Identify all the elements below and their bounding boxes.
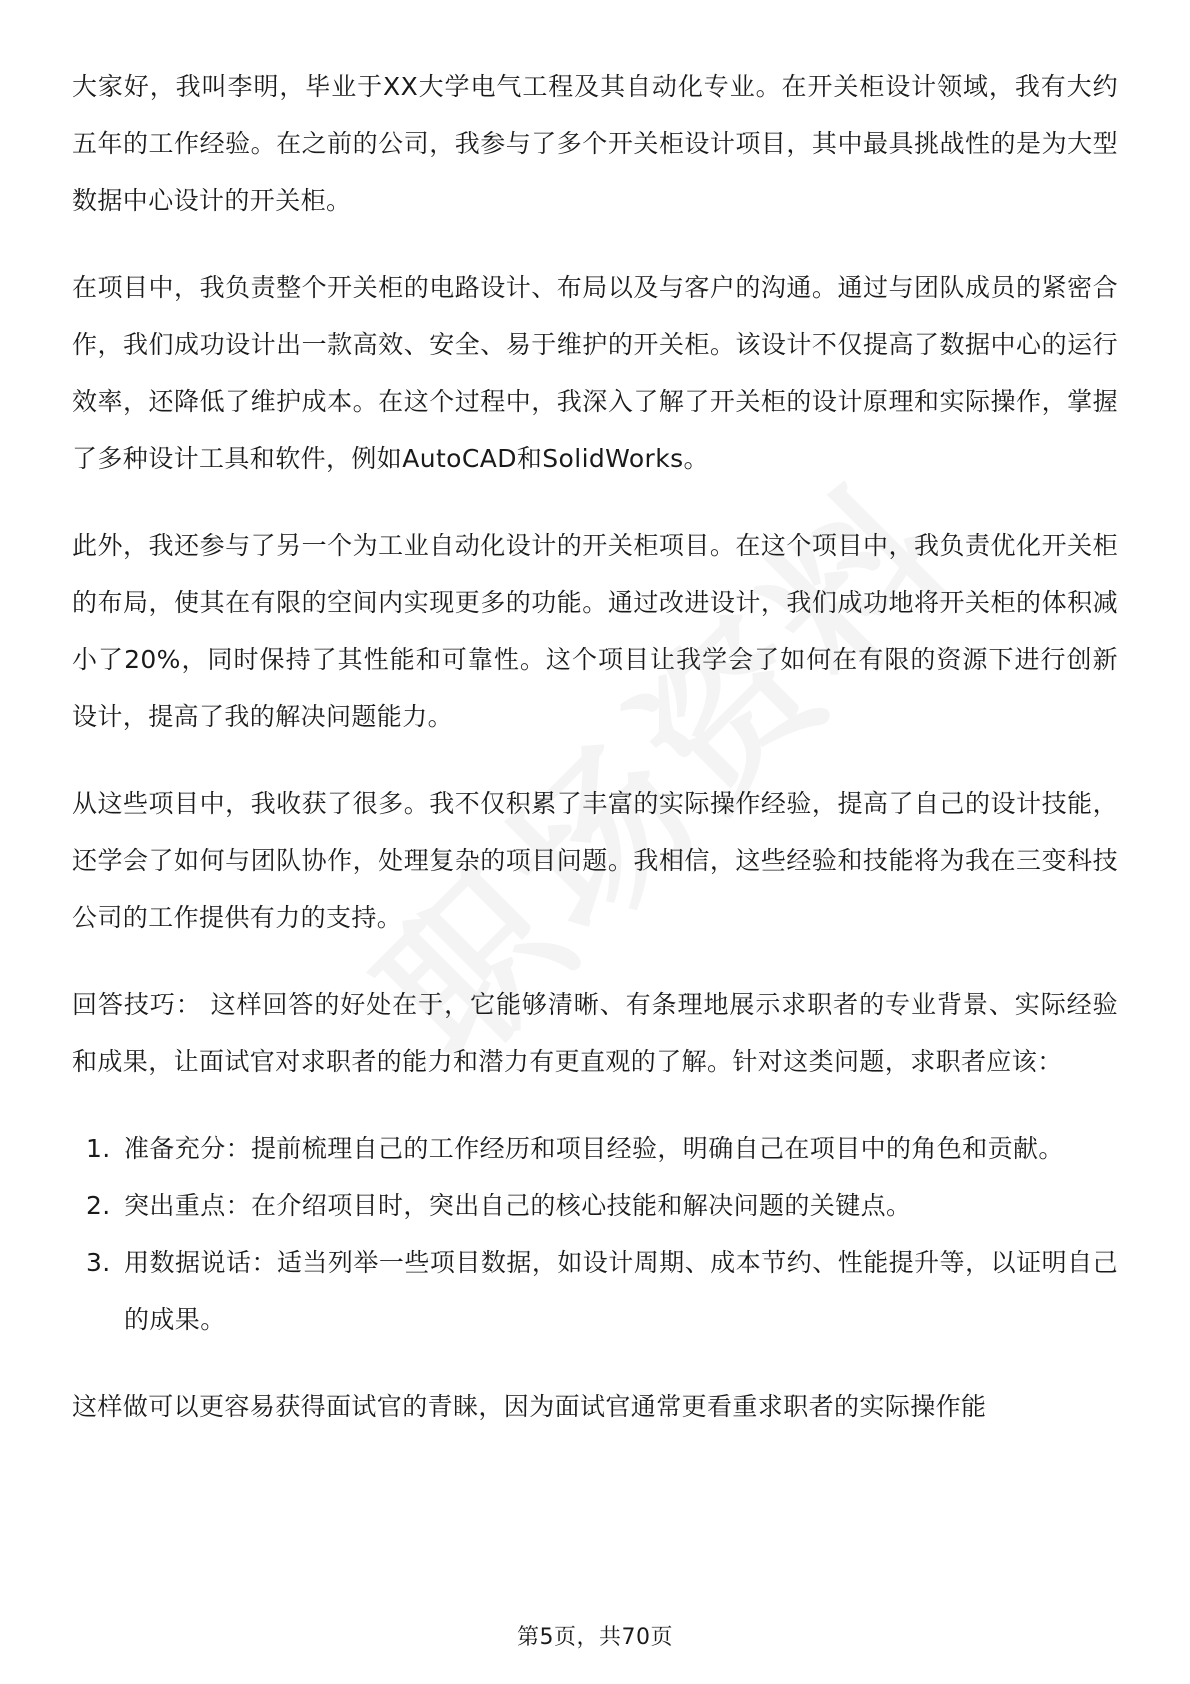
- list-item: [72, 1177, 1118, 1234]
- paragraph-project-one: 在项目中，我负责整个开关柜的电路设计、布局以及与客户的沟通。通过与团队成员的紧密合作，我们成功设计出一款高效、安全、易于维护的开关柜。该设计不仅提高了数据中心的运行效率，还降低了维护成本。在这个过程中，我深入了解了开关柜的设计原理和实际操作，掌握了多种设计工具和软件，例如AutoCAD和SolidWorks。: [72, 273, 1118, 473]
- list-item-number: 3.: [86, 1248, 111, 1277]
- paragraph-takeaways: 从这些项目中，我收获了很多。我不仅积累了丰富的实际操作经验，提高了自己的设计技能，还学会了如何与团队协作，处理复杂的项目问题。我相信，这些经验和技能将为我在三变科技公司的工作提供有力的支持。: [72, 789, 1118, 932]
- list-item: [72, 1120, 1118, 1177]
- page-number: 第5页，共70页: [517, 1625, 673, 1650]
- list-item-text: 用数据说话：适当列举一些项目数据，如设计周期、成本节约、性能提升等，以证明自己的成果。: [124, 1248, 1118, 1334]
- document-body: [72, 58, 1118, 1465]
- list-item: [72, 1234, 1118, 1348]
- tips-list: [72, 1120, 1118, 1348]
- paragraph-intro: 大家好，我叫李明，毕业于XX大学电气工程及其自动化专业。在开关柜设计领域，我有大约五年的工作经验。在之前的公司，我参与了多个开关柜设计项目，其中最具挑战性的是为大型数据中心设计的开关柜。: [72, 72, 1118, 215]
- list-item-text: 准备充分：提前梳理自己的工作经历和项目经验，明确自己在项目中的角色和贡献。: [124, 1134, 1064, 1163]
- list-item-text: 突出重点：在介绍项目时，突出自己的核心技能和解决问题的关键点。: [124, 1191, 912, 1220]
- list-item-number: 1.: [86, 1134, 111, 1163]
- list-item-number: 2.: [86, 1191, 111, 1220]
- paragraph-project-two: 此外，我还参与了另一个为工业自动化设计的开关柜项目。在这个项目中，我负责优化开关柜的布局，使其在有限的空间内实现更多的功能。通过改进设计，我们成功地将开关柜的体积减小了20%，同时保持了其性能和可靠性。这个项目让我学会了如何在有限的资源下进行创新设计，提高了我的解决问题能力。: [72, 531, 1118, 731]
- paragraph-closing: 这样做可以更容易获得面试官的青睐，因为面试官通常更看重求职者的实际操作能: [72, 1392, 987, 1421]
- paragraph-answer-tips: 回答技巧： 这样回答的好处在于，它能够清晰、有条理地展示求职者的专业背景、实际经验和成果，让面试官对求职者的能力和潜力有更直观的了解。针对这类问题，求职者应该：: [72, 990, 1118, 1076]
